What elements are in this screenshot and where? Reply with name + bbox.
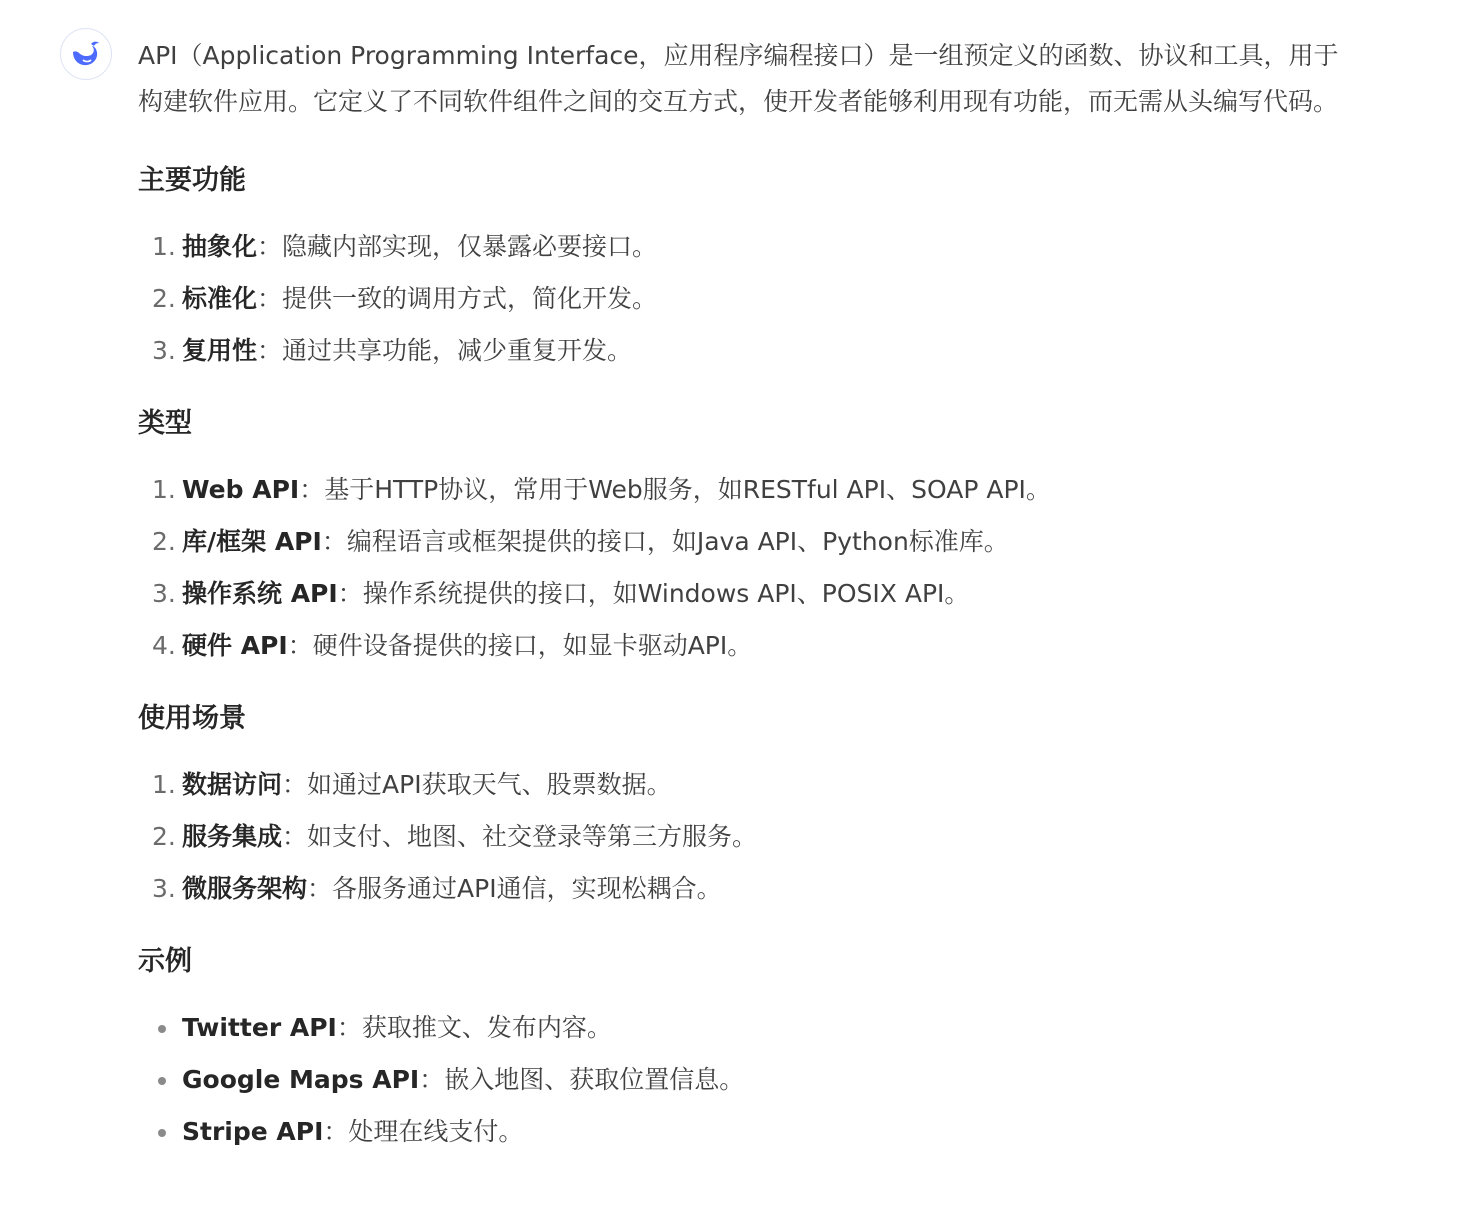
bullet-dot-icon: [158, 1025, 166, 1033]
section-title-examples: 示例: [138, 946, 192, 977]
section-title-types: 类型: [138, 408, 192, 439]
ordered-list-main-functions: [138, 221, 1358, 377]
section-title-main-functions: 主要功能: [138, 165, 246, 196]
bullet-dot-icon: [158, 1077, 166, 1085]
list-item: 2. 标准化：提供一致的调用方式，简化开发。: [152, 284, 658, 313]
list-item: 1. Web API：基于HTTP协议，常用于Web服务，如RESTful API、SOAP API。: [152, 475, 1051, 504]
bullet-dot-icon: [158, 1129, 166, 1137]
section-title-use-cases: 使用场景: [138, 703, 246, 734]
ordered-list-use-cases: [138, 759, 1358, 915]
list-item: 2. 库/框架 API：编程语言或框架提供的接口，如Java API、Python标准库。: [152, 527, 1009, 556]
list-item: 3. 操作系统 API：操作系统提供的接口，如Windows API、POSIX API。: [152, 579, 970, 608]
list-item: 1. 抽象化：隐藏内部实现，仅暴露必要接口。: [152, 232, 658, 261]
list-item: Twitter API：获取推文、发布内容。: [138, 1002, 1358, 1054]
list-item: 3. 复用性：通过共享功能，减少重复开发。: [152, 336, 633, 365]
list-item: 2. 服务集成：如支付、地图、社交登录等第三方服务。: [152, 822, 758, 851]
avatar: [60, 28, 112, 80]
list-item: 3. 微服务架构：各服务通过API通信，实现松耦合。: [152, 874, 722, 903]
deepseek-whale-icon: [69, 37, 103, 71]
ordered-list-types: [138, 464, 1358, 672]
list-item: 1. 数据访问：如通过API获取天气、股票数据。: [152, 770, 672, 799]
list-item: 4. 硬件 API：硬件设备提供的接口，如显卡驱动API。: [152, 631, 753, 660]
assistant-message: [138, 33, 1358, 1158]
intro-paragraph: API（Application Programming Interface，应用程序编程接口）是一组预定义的函数、协议和工具，用于构建软件应用。它定义了不同软件组件之间的交互方式，使开发者能够利用现有功能，而无需从头编写代码。: [138, 41, 1339, 116]
list-item: Google Maps API：嵌入地图、获取位置信息。: [138, 1054, 1358, 1106]
list-item: Stripe API：处理在线支付。: [138, 1106, 1358, 1158]
bullet-list-examples: [138, 1002, 1358, 1158]
